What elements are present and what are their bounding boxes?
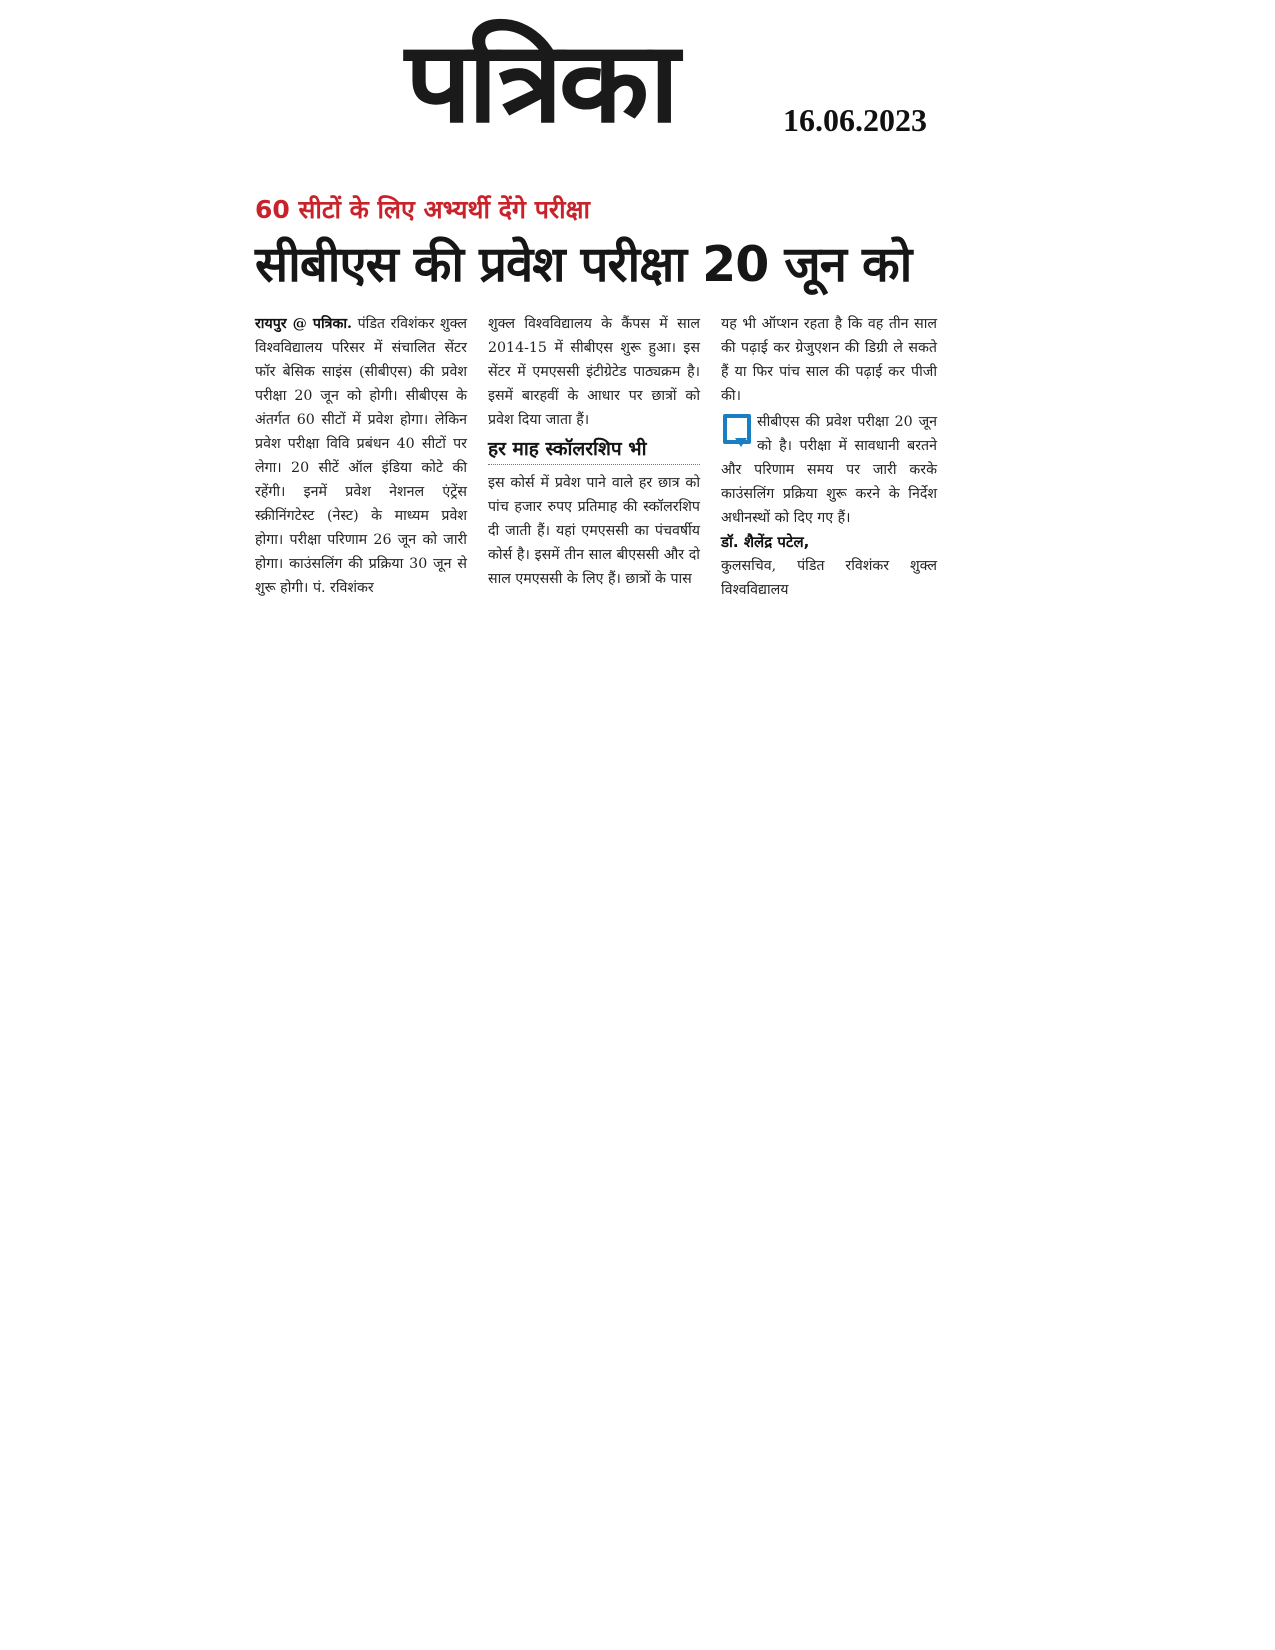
news-clipping	[255, 192, 937, 624]
dateline: रायपुर @ पत्रिका.	[255, 316, 352, 332]
speaker-title: कुलसचिव, पंडित रविशंकर शुक्ल विश्वविद्यालय	[721, 558, 937, 598]
speaker-name: डॉ. शैलेंद्र पटेल,	[721, 533, 810, 551]
newspaper-logo: पत्रिका	[405, 18, 676, 148]
article-body	[255, 312, 937, 622]
speech-bubble-icon	[721, 412, 751, 448]
masthead	[405, 18, 965, 148]
article-column-2	[488, 312, 700, 591]
publication-date: 16.06.2023	[783, 102, 927, 138]
article-subhead: हर माह स्कॉलरशिप भी	[488, 434, 700, 465]
column-2-text-1: शुक्ल विश्वविद्यालय के कैंपस में साल 2014-15 में सीबीएस शुरू हुआ। इस सेंटर में एमएससी इंटीग्रेटेड पाठ्यक्रम है। इसमें बारहवीं के आधार पर छात्रों को प्रवेश दिया जाता हैं।	[488, 316, 700, 428]
article-column-3	[721, 312, 937, 602]
column-2-text-2: इस कोर्स में प्रवेश पाने वाले हर छात्र को पांच हजार रुपए प्रतिमाह की स्कॉलरशिप दी जाती हैं। यहां एमएससी का पंचवर्षीय कोर्स है। इसमें तीन साल बीएससी और दो साल एमएससी के लिए हैं। छात्रों के पास	[488, 475, 700, 587]
article-kicker: 60 सीटों के लिए अभ्यर्थी देंगे परीक्षा	[255, 195, 591, 224]
column-1-text: पंडित रविशंकर शुक्ल विश्वविद्यालय परिसर में संचालित सेंटर फॉर बेसिक साइंस (सीबीएस) की प्रवेश परीक्षा 20 जून को होगी। सीबीएस के अंतर्गत 60 सीटों में प्रवेश होगा। लेकिन प्रवेश परीक्षा विवि प्रबंधन 40 सीटों पर लेगा। 20 सीटें ऑल इंडिया कोटे की रहेंगी। इनमें प्रवेश नेशनल एंट्रेंस स्क्रीनिंगटेस्ट (नेस्ट) के माध्यम प्रवेश होगा। परीक्षा परिणाम 26 जून को जारी होगा। काउंसलिंग की प्रक्रिया 30 जून से शुरू होगी। पं. रविशंकर	[255, 316, 467, 596]
article-headline: सीबीएस की प्रवेश परीक्षा 20 जून को	[255, 236, 912, 293]
column-3-text: यह भी ऑप्शन रहता है कि वह तीन साल की पढ़ाई कर ग्रेजुएशन की डिग्री ले सकते हैं या फिर पांच साल की पढ़ाई कर पीजी की।	[721, 316, 937, 404]
quote-text: सीबीएस की प्रवेश परीक्षा 20 जून को है। परीक्षा में सावधानी बरतने और परिणाम समय पर जारी करके काउंसलिंग प्रक्रिया शुरू करने के निर्देश अधीनस्थों को दिए गए हैं।	[721, 414, 937, 526]
article-column-1	[255, 312, 467, 600]
official-quote	[721, 410, 937, 602]
